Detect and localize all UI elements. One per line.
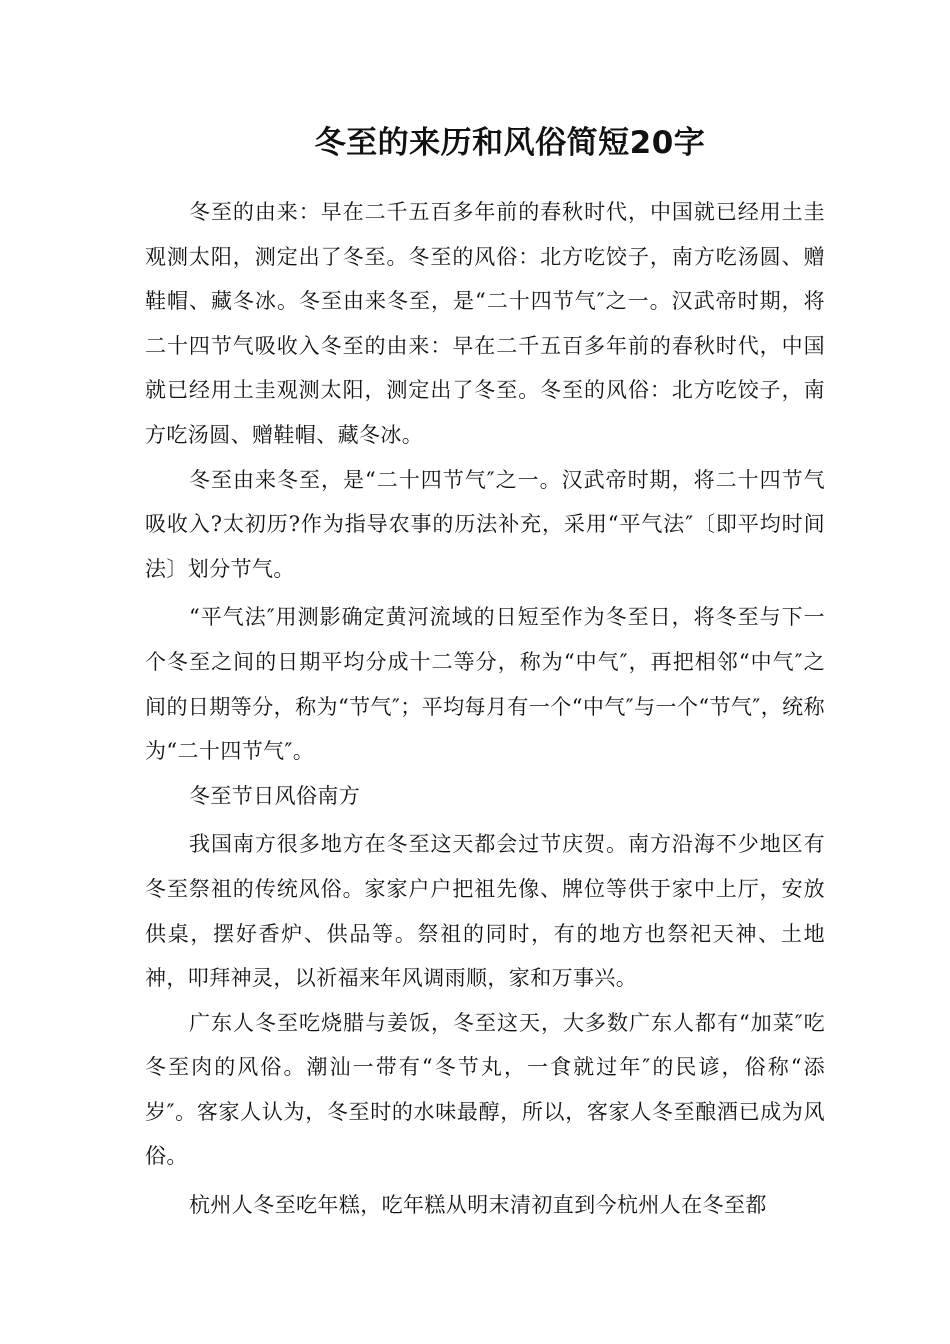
paragraph-origin: 冬至的由来：早在二千五百多年前的春秋时代，中国就已经用土圭观测太阳，测定出了冬至。冬至的风俗：北方吃饺子，南方吃汤圆、赠鞋帽、藏冬冰。冬至由来冬至，是“二十四节气″之一。汉武帝时期，将二十四节气吸收入冬至的由来：早在二千五百多年前的春秋时代，中国就已经用土圭观测太阳，测定出了冬至。冬至的风俗：北方吃饺子，南方吃汤圆、赠鞋帽、藏冬冰。: [145, 200, 825, 447]
paragraph-south-worship: 我国南方很多地方在冬至这天都会过节庆贺。南方沿海不少地区有冬至祭祖的传统风俗。家家户户把祖先像、牌位等供于家中上厅，安放供桌，摆好香炉、供品等。祭祖的同时，有的地方也祭祀天神、土地神，叩拜神灵，以祈福来年风调雨顺，家和万事兴。: [145, 832, 825, 991]
paragraph-hangzhou: 杭州人冬至吃年糕，吃年糕从明末清初直到今杭州人在冬至都: [189, 1193, 767, 1218]
document-title: 冬至的来历和风俗简短20字: [314, 125, 706, 161]
paragraph-solar-terms: 冬至由来冬至，是“二十四节气″之一。汉武帝时期，将二十四节气吸收入?太初历?作为指导农事的历法补充，采用“平气法″〔即平均时间法〕划分节气。: [145, 467, 825, 581]
paragraph-guangdong: 广东人冬至吃烧腊与姜饭，冬至这天，大多数广东人都有“加菜″吃冬至肉的风俗。潮汕一带有“冬节丸，一食就过年″的民谚，俗称“添岁″。客家人认为，冬至时的水味最醇，所以，客家人冬至酿酒已成为风俗。: [145, 1010, 825, 1169]
section-heading-south-customs: 冬至节日风俗南方: [189, 783, 361, 808]
document-body: [145, 190, 825, 1228]
paragraph-pingqi-method: “平气法″用测影确定黄河流域的日短至作为冬至日，将冬至与下一个冬至之间的日期平均分成十二等分，称为“中气″，再把相邻“中气″之间的日期等分，称为“节气″；平均每月有一个“中气″与一个“节气″，统称为“二十四节气″。: [145, 605, 825, 764]
